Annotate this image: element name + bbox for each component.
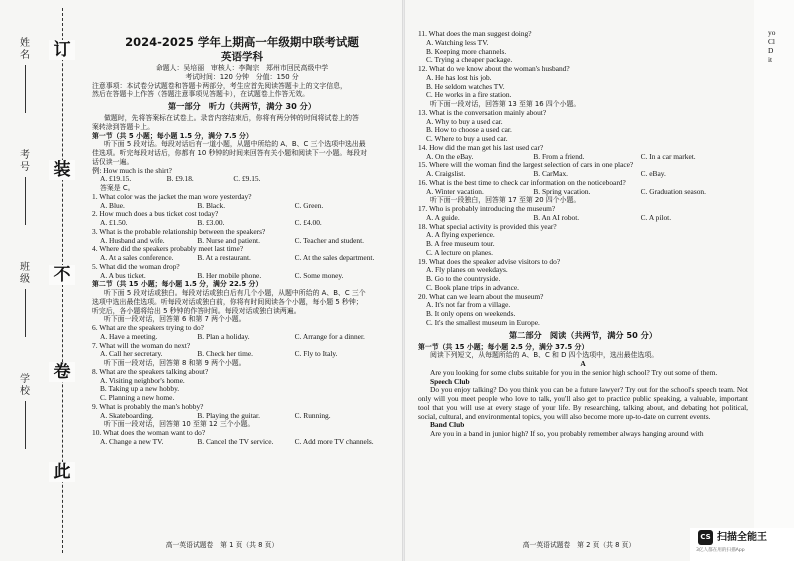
option: B. CarMax.	[533, 169, 569, 178]
question-stem: 18. What special activity is provided this year?	[418, 222, 557, 231]
scanner-watermark	[690, 528, 794, 561]
option: A. On the eBay.	[426, 151, 474, 161]
edge-fragment: D	[768, 46, 774, 55]
option: A. A flying experience.	[426, 231, 495, 240]
question-12	[418, 65, 748, 100]
option: A. Craigslist.	[426, 169, 466, 178]
edge-fragment: it	[768, 55, 773, 64]
question-19	[418, 258, 748, 293]
section-heading: 第一节（共 5 小题；每小题 1.5 分，满分 7.5 分）	[92, 131, 253, 140]
binding-field-school: 学校	[14, 374, 36, 449]
option: B. A free museum tour.	[426, 240, 495, 248]
instruction-line: 佳选项。听完每段对话后，你都有 10 秒钟的时间来回答有关小题和阅读下一小题。每段对	[92, 149, 367, 157]
club-heading: Speech Club	[430, 377, 470, 386]
binding-field-name: 姓名	[14, 38, 36, 113]
option: C. It's the smallest museum in Europe.	[426, 318, 540, 327]
question-stem: 19. What does the speaker advise visitors to do?	[418, 257, 561, 266]
question-1	[92, 193, 392, 211]
question-10	[92, 429, 392, 447]
question-stem: 6. What are the speakers trying to do?	[92, 324, 204, 332]
options-row	[92, 438, 392, 447]
question-stem: 13. What is the conversation mainly about?	[418, 108, 547, 117]
option: A. Watching less TV.	[426, 38, 489, 47]
question-18	[418, 223, 748, 258]
page-1-content	[92, 35, 392, 447]
option: C. Some money.	[294, 270, 344, 280]
option: A. Skateboarding.	[100, 410, 154, 420]
option: A. It's not far from a village.	[426, 301, 511, 310]
option: B. Keeping more channels.	[426, 47, 507, 56]
passage-intro: Are you looking for some clubs suitable for you in the senior high school? Try out some of them.	[430, 367, 718, 377]
question-6	[92, 324, 392, 342]
option: A. Why to buy a used car.	[426, 117, 503, 126]
listening-instruction: 听下面一段对话，回答第 13 至第 16 四个小题。	[430, 100, 581, 108]
section-heading: 第二节（共 15 小题；每小题 1.5 分，满分 22.5 分）	[92, 280, 263, 289]
options-row	[92, 350, 392, 359]
question-stem: 2. How much does a bus ticket cost today?	[92, 210, 219, 219]
instruction-line: 话仅读一遍。	[92, 157, 134, 166]
notice-line: 然后在答题卡上作答（答题注意事项见答题卡），在试题卷上作答无效。	[92, 90, 310, 99]
question-11	[418, 30, 748, 65]
instruction-line: 听下面 5 段对话。每段对话后有一道小题，从题中所给的 A、B、C 三个选项中选出最	[104, 140, 366, 149]
question-8	[92, 368, 392, 403]
edge-fragment: yo	[768, 28, 776, 37]
example-options	[92, 175, 300, 184]
question-stem: 12. What do we know about the woman's husband?	[418, 65, 570, 73]
option: C. £4.00.	[294, 218, 322, 227]
option: C. £9.15.	[233, 174, 261, 184]
options-row	[92, 237, 392, 246]
question-20	[418, 293, 748, 328]
edge-fragment: Cl	[768, 37, 775, 46]
question-2	[92, 210, 392, 228]
seal-char: 卷	[49, 362, 75, 382]
question-stem: 20. What can we learn about the museum?	[418, 292, 544, 301]
club-paragraph: Do you enjoy talking? Do you think you can be a future lawyer? Try out for the school's speech team. Not only will you meet people who love to talk, you'll also get to practice public speaking, a valuable, important tool that you will use at every stage of your life. By researching, talking about, and debating hot political, social, cultural, and environmental topics, you will also become more up-to-date on current events.	[418, 385, 748, 421]
question-stem: 3. What is the probable relationship between the speakers?	[92, 227, 266, 236]
instruction-line: 案转涂到答题卡上。	[92, 122, 155, 131]
camscanner-logo-icon: CS	[698, 530, 713, 545]
question-stem: 16. What is the best time to check car information on the noticeboard?	[418, 178, 626, 187]
exam-page-2	[404, 0, 754, 561]
option: B. He seldom watches TV.	[426, 82, 505, 91]
option: B. Plan a holiday.	[197, 331, 250, 341]
next-sheet-edge	[754, 0, 794, 561]
option: B. Her mobile phone.	[197, 270, 262, 280]
option: B. It only opens on weekends.	[426, 310, 516, 318]
option: C. A pilot.	[640, 212, 672, 222]
question-stem: 15. Where will the woman find the largest selection of cars in one place?	[418, 161, 634, 170]
exam-authors: 命题人：吴培丽 审核人：李陶宗 郑州市回民高级中学	[155, 64, 329, 72]
option: A. He has lost his job.	[426, 73, 492, 82]
question-17	[418, 205, 748, 223]
question-stem: 9. What is probably the man's hobby?	[92, 402, 204, 411]
option: C. Add more TV channels.	[294, 436, 374, 446]
question-stem: 17. Who is probably introducing the museum?	[418, 205, 556, 213]
options-row	[92, 202, 392, 211]
instruction-line: 听完后，各小题将给出 5 秒钟的作答时间。每段对话或独白读两遍。	[92, 306, 301, 315]
question-stem: 4. Where did the speakers probably meet last time?	[92, 245, 244, 254]
options-row	[418, 153, 748, 162]
option: B. How to choose a used car.	[426, 126, 512, 135]
option: A. £1.50.	[100, 218, 128, 227]
option: C. Green.	[294, 200, 324, 210]
options-row	[418, 214, 748, 223]
question-3	[92, 228, 392, 246]
page-footer: 高一英语试题卷 第 2 页（共 8 页）	[522, 541, 636, 549]
option: A. £19.15.	[100, 174, 132, 184]
options-row	[92, 219, 392, 228]
section-heading: 第一节（共 15 小题；每小题 2.5 分，满分 37.5 分）	[418, 342, 589, 351]
question-5	[92, 263, 392, 281]
passage-label: A	[580, 359, 586, 368]
option: B. From a friend.	[533, 151, 585, 161]
notice-line: 注意事项：本试卷分试题卷和答题卡两部分，考生应首先阅读答题卡上的文字信息，	[92, 81, 347, 90]
binding-margin	[0, 0, 84, 561]
exam-subject: 英语学科	[221, 51, 263, 63]
option: A. Have a meeting.	[100, 331, 158, 341]
instruction-line: 阅读下列短文，从每题所给的 A、B、C 和 D 四个选项中，选出最佳选项。	[430, 351, 659, 360]
option: C. Fly to Italy.	[294, 349, 338, 359]
option: A. Blue.	[100, 200, 125, 210]
seal-char: 装	[49, 160, 75, 180]
option: A. A bus ticket.	[100, 270, 146, 280]
option: B. At a restaurant.	[197, 253, 251, 262]
option: C. Graduation season.	[640, 186, 706, 196]
option: B. £3.00.	[197, 218, 225, 227]
club-paragraph: Are you in a band in junior high? If so, you probably remember always hanging around with	[430, 430, 704, 438]
question-stem: 8. What are the speakers talking about?	[92, 367, 209, 376]
options-row	[418, 170, 748, 179]
option: C. Book plane trips in advance.	[426, 283, 519, 292]
part-2-heading: 第二部分 阅读（共两节，满分 50 分）	[508, 329, 658, 340]
question-stem: 11. What does the man suggest doing?	[418, 30, 532, 38]
option: A. Winter vacation.	[426, 186, 484, 196]
option: C. In a car market.	[640, 151, 696, 161]
instruction-line: 听下面 5 段对话或独白。每段对话或独白后有几个小题，从题中所给的 A、B、C 三个	[104, 289, 366, 297]
option: C. Trying a cheaper package.	[426, 56, 513, 65]
instruction-line: 选项中选出最佳选项。听每段对话或独白前，你将有时间阅读各个小题，每小题 5 秒钟；	[92, 297, 363, 306]
question-14	[418, 144, 748, 162]
option: A. Fly planes on weekdays.	[426, 266, 508, 275]
option: C. Where to buy a used car.	[426, 135, 508, 143]
question-16	[418, 179, 748, 197]
option: B. Playing the guitar.	[197, 410, 260, 420]
option: B. Check her time.	[197, 349, 253, 359]
seal-char: 此	[49, 462, 75, 482]
listening-instruction: 听下面一段对话，回答第 10 至第 12 三个小题。	[104, 420, 255, 429]
question-9	[92, 403, 392, 421]
exam-title: 2024-2025 学年上期高一年级期中联考试题	[125, 35, 359, 49]
seal-char: 不	[49, 265, 75, 285]
question-13	[418, 109, 748, 144]
option: B. An AI robot.	[533, 212, 580, 222]
question-stem: 10. What does the woman want to do?	[92, 429, 206, 437]
option: B. Taking up a new hobby.	[100, 385, 180, 394]
question-stem: 14. How did the man get his last used car?	[418, 143, 544, 152]
question-stem: 1. What color was the jacket the man wore yesterday?	[92, 192, 252, 201]
option: A. Visiting neighbor's home.	[100, 376, 185, 385]
next-sheet-text	[768, 28, 792, 64]
options-row	[418, 188, 748, 197]
option: A. Husband and wife.	[100, 235, 165, 245]
instruction-line: 做题时，先将答案标在试卷上。录音内容结束后，你将有两分钟的时间将试卷上的答	[104, 114, 359, 122]
question-7	[92, 342, 392, 360]
binding-field-exam-number: 考号	[14, 150, 36, 225]
options-row	[92, 272, 392, 281]
example-question: 例: How much is the shirt?	[92, 166, 172, 175]
page-footer: 高一英语试题卷 第 1 页（共 8 页）	[165, 541, 279, 549]
watermark-app-name: 扫描全能王	[717, 532, 767, 543]
option: B. Spring vacation.	[533, 186, 591, 196]
seal-char: 订	[49, 40, 75, 60]
options-row	[92, 254, 392, 263]
option: B. Nurse and patient.	[197, 235, 260, 245]
question-4	[92, 245, 392, 263]
option: A. At a sales conference.	[100, 253, 174, 262]
listening-instruction: 听下面一段对话，回答第 6 和第 7 两个小题。	[104, 315, 246, 324]
option: C. At the sales department.	[294, 253, 375, 262]
exam-time-score: 考试时间：120 分钟 分值：150 分	[185, 72, 299, 81]
listening-instruction: 听下面一段对话，回答第 8 和第 9 两个小题。	[104, 359, 246, 367]
listening-instruction: 听下面一段独白，回答第 17 至第 20 四个小题。	[430, 196, 581, 205]
question-15	[418, 161, 748, 179]
options-row	[92, 333, 392, 342]
question-stem: 7. What will the woman do next?	[92, 341, 191, 350]
option: C. Arrange for a dinner.	[294, 331, 365, 341]
question-stem: 5. What did the woman drop?	[92, 262, 180, 271]
option: C. He works in a fire station.	[426, 91, 512, 100]
club-heading: Band Club	[430, 421, 465, 430]
option: A. A guide.	[426, 212, 460, 222]
option: A. Change a new TV.	[100, 436, 164, 446]
option: B. Cancel the TV service.	[197, 436, 274, 446]
option: C. eBay.	[640, 169, 666, 178]
binding-field-class: 班级	[14, 262, 36, 337]
option: B. Black.	[197, 200, 226, 210]
option: C. Teacher and student.	[294, 235, 364, 245]
option: B. £9.18.	[166, 174, 194, 184]
options-row	[92, 412, 392, 421]
option: A. Call her secretary.	[100, 349, 163, 359]
page-2-content	[418, 30, 748, 439]
option: C. Running.	[294, 410, 331, 420]
option: B. Go to the countryside.	[426, 275, 501, 283]
option: C. Planning a new home.	[100, 394, 175, 402]
example-answer: 答案是 C。	[100, 184, 135, 192]
watermark-tagline: 3亿人都在用的扫描App	[696, 548, 745, 553]
part-1-heading: 第一部分 听力（共两节，满分 30 分）	[167, 101, 317, 111]
option: C. A lecture on planes.	[426, 248, 493, 257]
